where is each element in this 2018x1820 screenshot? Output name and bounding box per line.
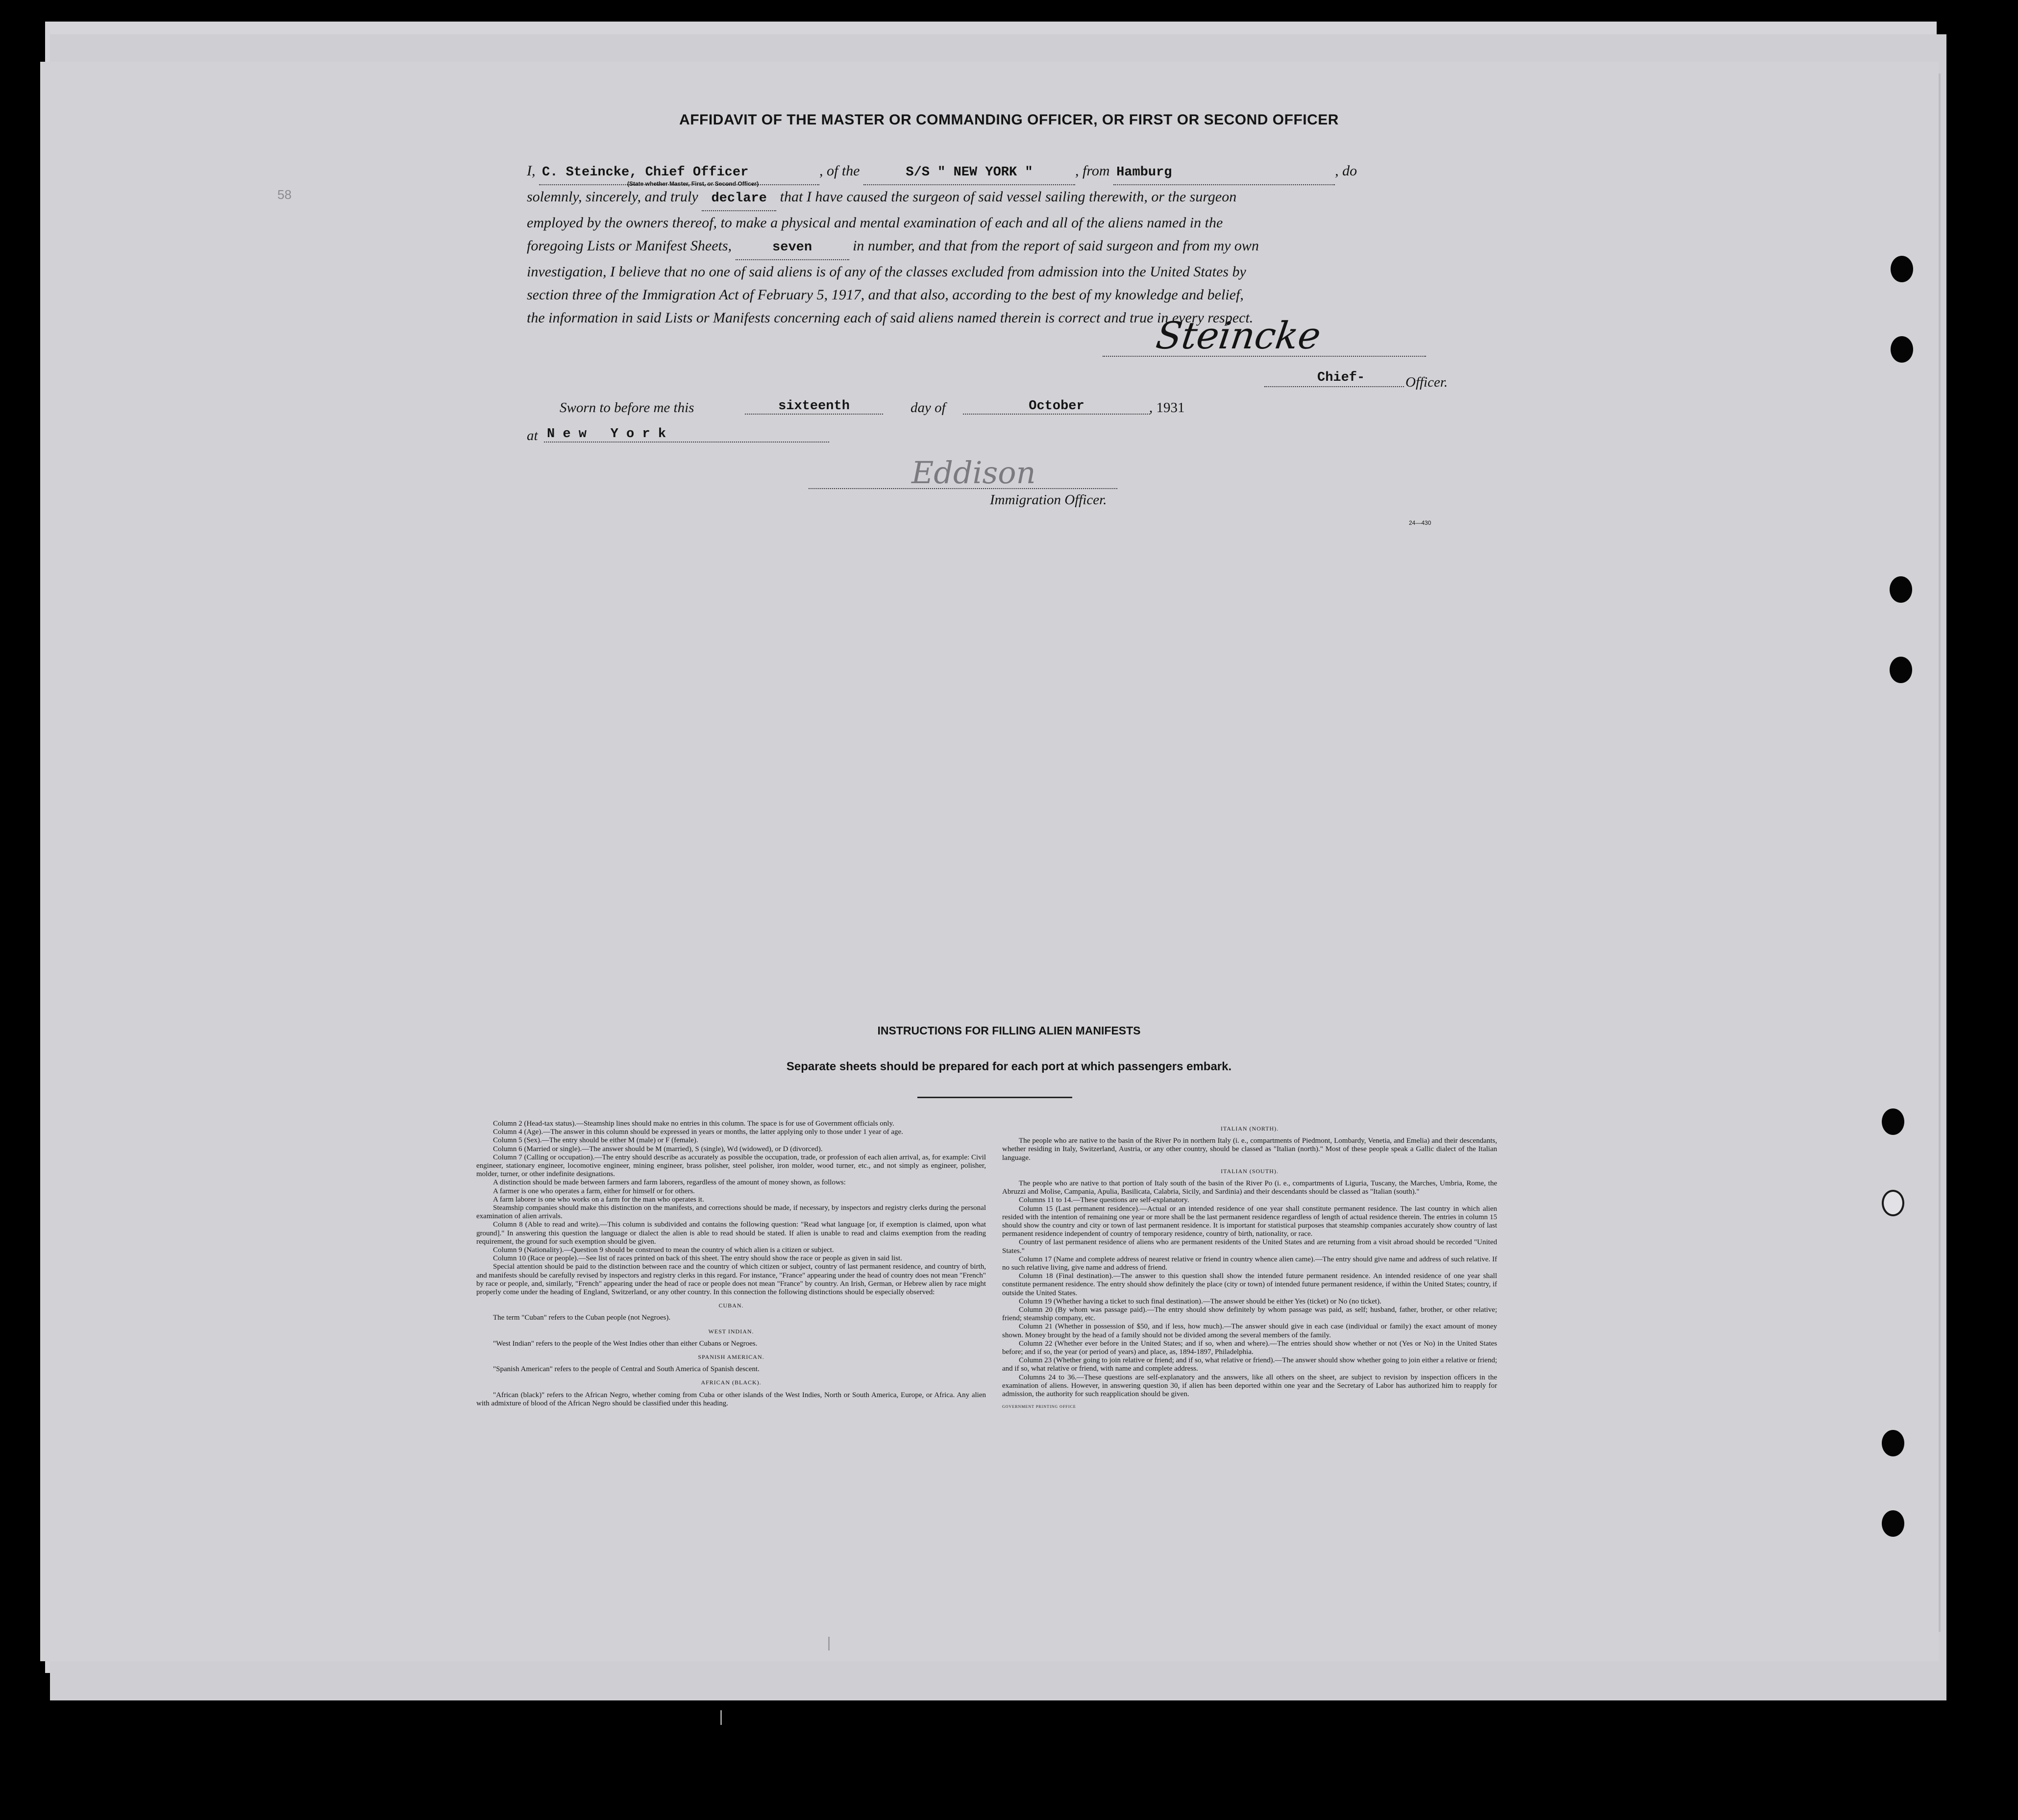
- instruction-paragraph: Column 15 (Last permanent residence).—Actual or an intended residence of one year shall constitute permanent residence. The last country in which alien resided with the intention of remaining one year or more shall be the last permanent residence regardless of length of actual residence therein. The entries in column 15 should show the country and city or town of last permanent residence. It is important for statistical purposes that steamship companies accurately show country of last permanent residence independent of country of temporary residence, country of birth, nationality, or race.: [1002, 1205, 1497, 1238]
- year-field: , 1931: [1149, 400, 1185, 416]
- instructions-subtitle: Separate sheets should be prepared for each port at which passengers embark.: [786, 1060, 1232, 1073]
- section-heading: AFRICAN (BLACK).: [701, 1379, 762, 1386]
- affidavit-line-4: foregoing Lists or Manifest Sheets, seven in number, and that from the report of said surgeon and from my own: [527, 234, 1462, 260]
- instruction-paragraph: Column 5 (Sex).—The entry should be either M (male) or F (female).: [493, 1136, 698, 1145]
- instruction-paragraph: Column 9 (Nationality).—Question 9 should be construed to mean the country of which alien is a citizen or subject.: [493, 1246, 834, 1254]
- instruction-paragraph: "Spanish American" refers to the people of Central and South America of Spanish descent.: [493, 1365, 760, 1374]
- binder-hole-icon: [1882, 1190, 1904, 1216]
- instruction-paragraph: Column 20 (By whom was passage paid).—The entry should show definitely by whom passage was paid, as self; husband, father, brother, or other relative; friend; steamship company, etc.: [1002, 1306, 1497, 1323]
- instruction-paragraph: "African (black)" refers to the African Negro, whether coming from Cuba or other islands of the West Indies, North or South America, Europe, or Africa. Any alien with admixture of blood of the African Negro should be classified under this heading.: [476, 1391, 986, 1407]
- affidavit-line-7: the information in said Lists or Manifests concerning each of said aliens named therein is correct and true in every respect.: [527, 310, 1254, 326]
- place-field: N e w Y o r k: [544, 427, 829, 443]
- instruction-paragraph: Country of last permanent residence of aliens who are permanent residents of the United States and are returning from a visit abroad should be recorded "United States.": [1002, 1238, 1497, 1255]
- page-crease: [720, 1710, 722, 1725]
- instruction-paragraph: A distinction should be made between farmers and farm laborers, regardless of the amount of money shown, as follows:: [493, 1179, 846, 1187]
- instruction-paragraph: Column 18 (Final destination).—The answer to this question shall show the intended future permanent residence. An intended residence of one year shall constitute permanent residence. The entry should show definitely the place (city or town) of intended future permanent residence, if within the United States; country, if outside the United States.: [1002, 1272, 1497, 1297]
- officer-suffix: Officer.: [1405, 374, 1448, 390]
- affidavit-line-2: solemnly, sincerely, and truly declare that I have caused the surgeon of said vessel sailing therewith, or the surgeon: [527, 185, 1462, 211]
- rank-line: [1264, 386, 1404, 387]
- instruction-paragraph: Steamship companies should make this distinction on the manifests, and corrections should be made, if necessary, by inspectors and registry clerks during the personal examination of alien arrivals.: [476, 1204, 986, 1221]
- section-heading: ITALIAN (NORTH).: [1220, 1125, 1279, 1132]
- printer-imprint: GOVERNMENT PRINTING OFFICE: [1002, 1404, 1076, 1409]
- instruction-paragraph: The people who are native to the basin of the River Po in northern Italy (i. e., compartments of Piedmont, Lombardy, Venetia, and Emelia) and their descendants, whether residing in Italy, Switzerland, Austria, or any other country, should be classed as "Italian (north)." Most of these people speak a Gallic dialect of the Italian language.: [1002, 1137, 1497, 1162]
- vessel-field: S/S " NEW YORK ": [863, 161, 1075, 185]
- port-from-field: Hamburg: [1113, 161, 1335, 185]
- instruction-paragraph: "West Indian" refers to the people of the West Indies other than either Cubans or Negroes.: [493, 1339, 758, 1348]
- section-heading: CUBAN.: [718, 1302, 744, 1309]
- binder-hole-icon: [1882, 1510, 1904, 1537]
- instruction-paragraph: A farm laborer is one who works on a farm for the man who operates it.: [493, 1195, 704, 1204]
- instruction-paragraph: Column 6 (Married or single).—The answer should be M (married), S (single), Wd (widowed), or D (divorced).: [493, 1145, 823, 1153]
- page-crease: [828, 1637, 830, 1650]
- rank-field: Chief-: [1317, 370, 1365, 385]
- instruction-paragraph: Column 4 (Age).—The answer in this column should be expressed in years or months, the latter applying only to those under 1 year of age.: [493, 1128, 903, 1136]
- instruction-paragraph: Column 21 (Whether in possession of $50, and if less, how much).—The answer should give in each case (individual or family) the exact amount of money shown. Money brought by the head of a family should not be divided among the several members of the family.: [1002, 1323, 1497, 1339]
- instruction-paragraph: Column 19 (Whether having a ticket to such final destination).—The answer should be either Yes (ticket) or No (no ticket).: [1019, 1297, 1381, 1305]
- instruction-paragraph: Columns 11 to 14.—These questions are self-explanatory.: [1019, 1196, 1189, 1205]
- day-of-label: day of: [911, 400, 946, 416]
- instruction-paragraph: Column 22 (Whether ever before in the United States; and if so, when and where).—The entries should show whether or not (Yes or No) in the United States before; and if so, the year (or period of years) and place, as, 1894-1897, Philadelphia.: [1002, 1339, 1497, 1356]
- binder-hole-icon: [1890, 657, 1912, 683]
- instruction-paragraph: Column 7 (Calling or occupation).—The entry should describe as accurately as possible the occupation, trade, or profession of each alien arrival, as, for example: Civil engineer, stationary engineer, locomotive engineer, mining engineer, brass polisher, steel polisher, iron molder, wood turner, etc., and not simply as engineer, polisher, molder, turner, or other indefinite designations.: [476, 1153, 986, 1179]
- sheet-count-field: seven: [736, 236, 849, 260]
- at-label: at: [527, 428, 538, 443]
- instruction-paragraph: The people who are native to that portion of Italy south of the basin of the River Po (i. e., compartments of Liguria, Tuscany, the Marches, Umbria, Rome, the Abruzzi and Molise, Campania, Apulia, Basilicata, Calabria, Sicily, and Sardinia) and their descendants should be classed as "Italian (south).": [1002, 1180, 1497, 1196]
- section-heading: SPANISH AMERICAN.: [698, 1353, 764, 1361]
- affidavit-line-1: I, C. Steincke, Chief Officer , of the S/S " NEW YORK " , from Hamburg , do: [527, 159, 1462, 185]
- instructions-title: INSTRUCTIONS FOR FILLING ALIEN MANIFESTS: [877, 1024, 1141, 1037]
- binder-hole-icon: [1882, 1430, 1904, 1456]
- affidavit-line-6: section three of the Immigration Act of February 5, 1917, and that also, according to the best of my knowledge and belief,: [527, 287, 1244, 303]
- instruction-paragraph: Column 23 (Whether going to join relative or friend; and if so, what relative or friend).—The answer should show whether going to join either a relative or friend; and if so, what relative or friend, with name and complete address.: [1002, 1356, 1497, 1373]
- declare-field: declare: [702, 187, 776, 211]
- officer-field-note: (State whether Master, First, or Second Officer): [627, 180, 759, 187]
- day-field: sixteenth: [745, 399, 883, 415]
- instructions-right-column: [1002, 1120, 1497, 1411]
- margin-mark: 58: [277, 187, 292, 202]
- instruction-paragraph: A farmer is one who operates a farm, either for himself or for others.: [493, 1187, 695, 1195]
- instruction-paragraph: Columns 24 to 36.—These questions are self-explanatory and the answers, like all others on the sheet, are subject to revision by inspection officers in the examination of aliens. However, in answering question 30, if alien has been deported within one year and the Secretary of Labor has authorized him to reapply for admission, the authority for such reapplication should be given.: [1002, 1373, 1497, 1399]
- binder-hole-icon: [1891, 256, 1913, 282]
- officer-field: C. Steincke, Chief Officer: [539, 161, 819, 185]
- officer-signature: Steincke: [1153, 314, 1324, 357]
- instruction-paragraph: Special attention should be paid to the distinction between race and the country of which citizen or subject, country of last permanent residence, and country of birth, and manifests should be carefully revised by inspectors and registry clerks in this regard. For instance, "France" appearing under the head of country does not mean "French" by race or people, and, similarly, "French" appearing under the head of race or people does not mean "France" by country. An Irish, German, or Hebrew alien by race might properly come under the heading of England, Switzerland, or any other country. In this connection the following distinctions should be especially observed:: [476, 1263, 986, 1297]
- section-heading: ITALIAN (SOUTH).: [1221, 1167, 1279, 1175]
- form-number: 24—430: [1409, 519, 1431, 526]
- immigration-officer-label: Immigration Officer.: [990, 492, 1107, 508]
- instructions-rule: [917, 1097, 1072, 1098]
- month-field: October: [963, 399, 1150, 415]
- immigration-signature: Eddison: [911, 455, 1036, 491]
- binder-hole-icon: [1891, 336, 1913, 363]
- instruction-paragraph: The term "Cuban" refers to the Cuban people (not Negroes).: [493, 1314, 671, 1322]
- instruction-paragraph: Column 17 (Name and complete address of nearest relative or friend in country whence alien came).—The entry should give name and address of such relative. If no such relative living, give name and address of friend.: [1002, 1255, 1497, 1272]
- section-heading: WEST INDIAN.: [708, 1328, 754, 1335]
- binder-hole-icon: [1890, 576, 1912, 603]
- affidavit-line-5: investigation, I believe that no one of said aliens is of any of the classes excluded from admission into the United States by: [527, 264, 1246, 280]
- instruction-paragraph: Column 8 (Able to read and write).—This column is subdivided and contains the following question: "Read what language [or, if exemption is claimed, upon what ground]." In answering this question the language or dialect the alien is able to read should be stated. If alien is unable to read and claims exemption from the reading requirement, the ground for such exemption should be given.: [476, 1221, 986, 1246]
- affidavit-title: AFFIDAVIT OF THE MASTER OR COMMANDING OFFICER, OR FIRST OR SECOND OFFICER: [679, 112, 1339, 128]
- binder-hole-icon: [1882, 1108, 1904, 1135]
- instruction-paragraph: Column 2 (Head-tax status).—Steamship lines should make no entries in this column. The space is for use of Government officials only.: [493, 1120, 894, 1128]
- sworn-label: Sworn to before me this: [560, 400, 694, 416]
- instructions-left-column: [476, 1120, 986, 1408]
- affidavit-line-3: employed by the owners thereof, to make a physical and mental examination of each and all of the aliens named in the: [527, 215, 1223, 231]
- instruction-paragraph: Column 10 (Race or people).—See list of races printed on back of this sheet. The entry should show the race or people as given in said list.: [493, 1254, 902, 1263]
